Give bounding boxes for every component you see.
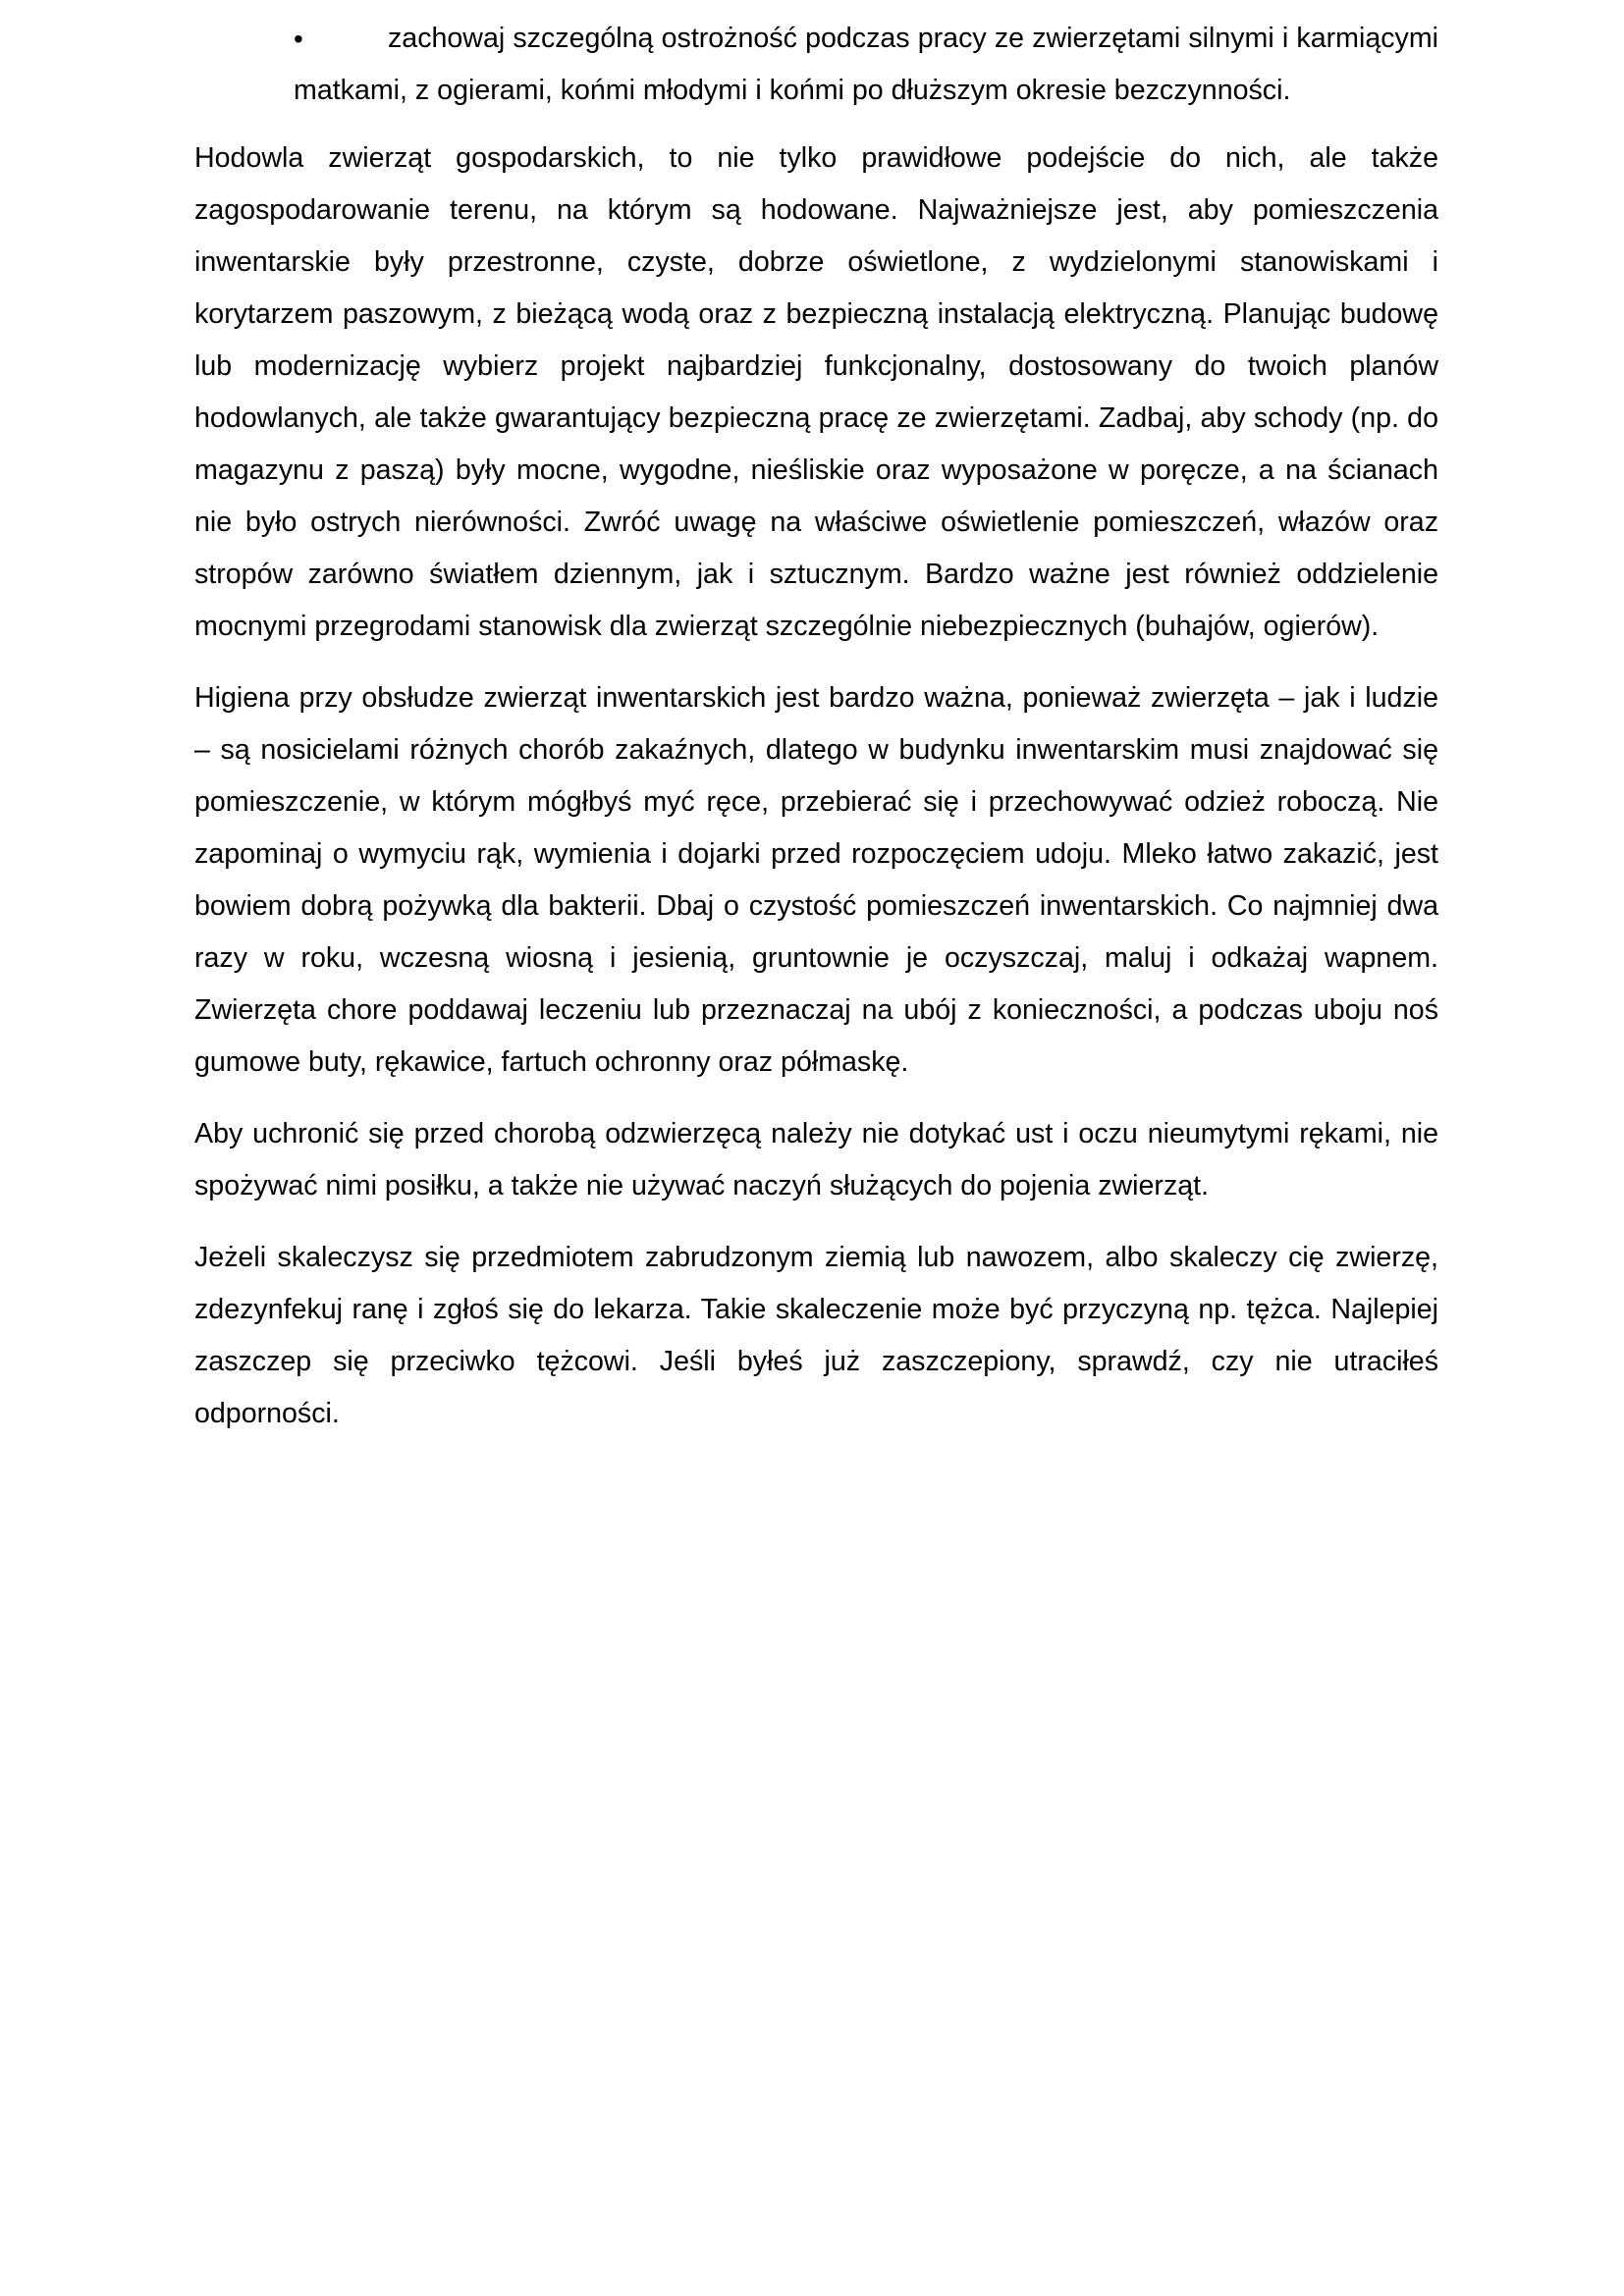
bullet-icon: • <box>294 24 303 54</box>
bullet-item-text: zachowaj szczególną ostrożność podczas pracy ze zwierzętami silnymi i karmiącymi matkami, z ogierami, końmi młodymi i końmi po dłuższym okresie bezczynności. <box>294 23 1438 106</box>
bullet-list-item <box>294 13 1438 117</box>
document-body <box>194 13 1438 1460</box>
paragraph-injury-tetanus: Jeżeli skaleczysz się przedmiotem zabrudzonym ziemią lub nawozem, albo skaleczy cię zwierzę, zdezynfekuj ranę i zgłoś się do lekarza. Takie skaleczenie może być przyczyną np. tężca. Najlepiej zaszczep się przeciwko tężcowi. Jeśli byłeś już zaszczepiony, sprawdź, czy nie utraciłeś odporności. <box>194 1242 1438 1429</box>
paragraph-zoonosis-prevention: Aby uchronić się przed chorobą odzwierzęcą należy nie dotykać ust i oczu nieumytymi rękami, nie spożywać nimi posiłku, a także nie używać naczyń służących do pojenia zwierząt. <box>194 1118 1438 1201</box>
paragraph-farm-buildings: Hodowla zwierząt gospodarskich, to nie tylko prawidłowe podejście do nich, ale także zagospodarowanie terenu, na którym są hodowane. Najważniejsze jest, aby pomieszczenia inwentarskie były przestronne, czyste, dobrze oświetlone, z wydzielonymi stanowiskami i korytarzem paszowym, z bieżącą wodą oraz z bezpieczną instalacją elektryczną. Planując budowę lub modernizację wybierz projekt najbardziej funkcjonalny, dostosowany do twoich planów hodowlanych, ale także gwarantujący bezpieczną pracę ze zwierzętami. Zadbaj, aby schody (np. do magazynu z paszą) były mocne, wygodne, nieśliskie oraz wyposażone w poręcze, a na ścianach nie było ostrych nierówności. Zwróć uwagę na właściwe oświetlenie pomieszczeń, włazów oraz stropów zarówno światłem dziennym, jak i sztucznym. Bardzo ważne jest również oddzielenie mocnymi przegrodami stanowisk dla zwierząt szczególnie niebezpiecznych (buhajów, ogierów). <box>194 142 1438 642</box>
paragraph-hygiene: Higiena przy obsłudze zwierząt inwentarskich jest bardzo ważna, ponieważ zwierzęta – jak i ludzie – są nosicielami różnych chorób zakaźnych, dlatego w budynku inwentarskim musi znajdować się pomieszczenie, w którym mógłbyś myć ręce, przebierać się i przechowywać odzież roboczą. Nie zapominaj o wymyciu rąk, wymienia i dojarki przed rozpoczęciem udoju. Mleko łatwo zakazić, jest bowiem dobrą pożywką dla bakterii. Dbaj o czystość pomieszczeń inwentarskich. Co najmniej dwa razy w roku, wczesną wiosną i jesienią, gruntownie je oczyszczaj, maluj i odkażaj wapnem. Zwierzęta chore poddawaj leczeniu lub przeznaczaj na ubój z konieczności, a podczas uboju noś gumowe buty, rękawice, fartuch ochronny oraz półmaskę. <box>194 682 1438 1078</box>
